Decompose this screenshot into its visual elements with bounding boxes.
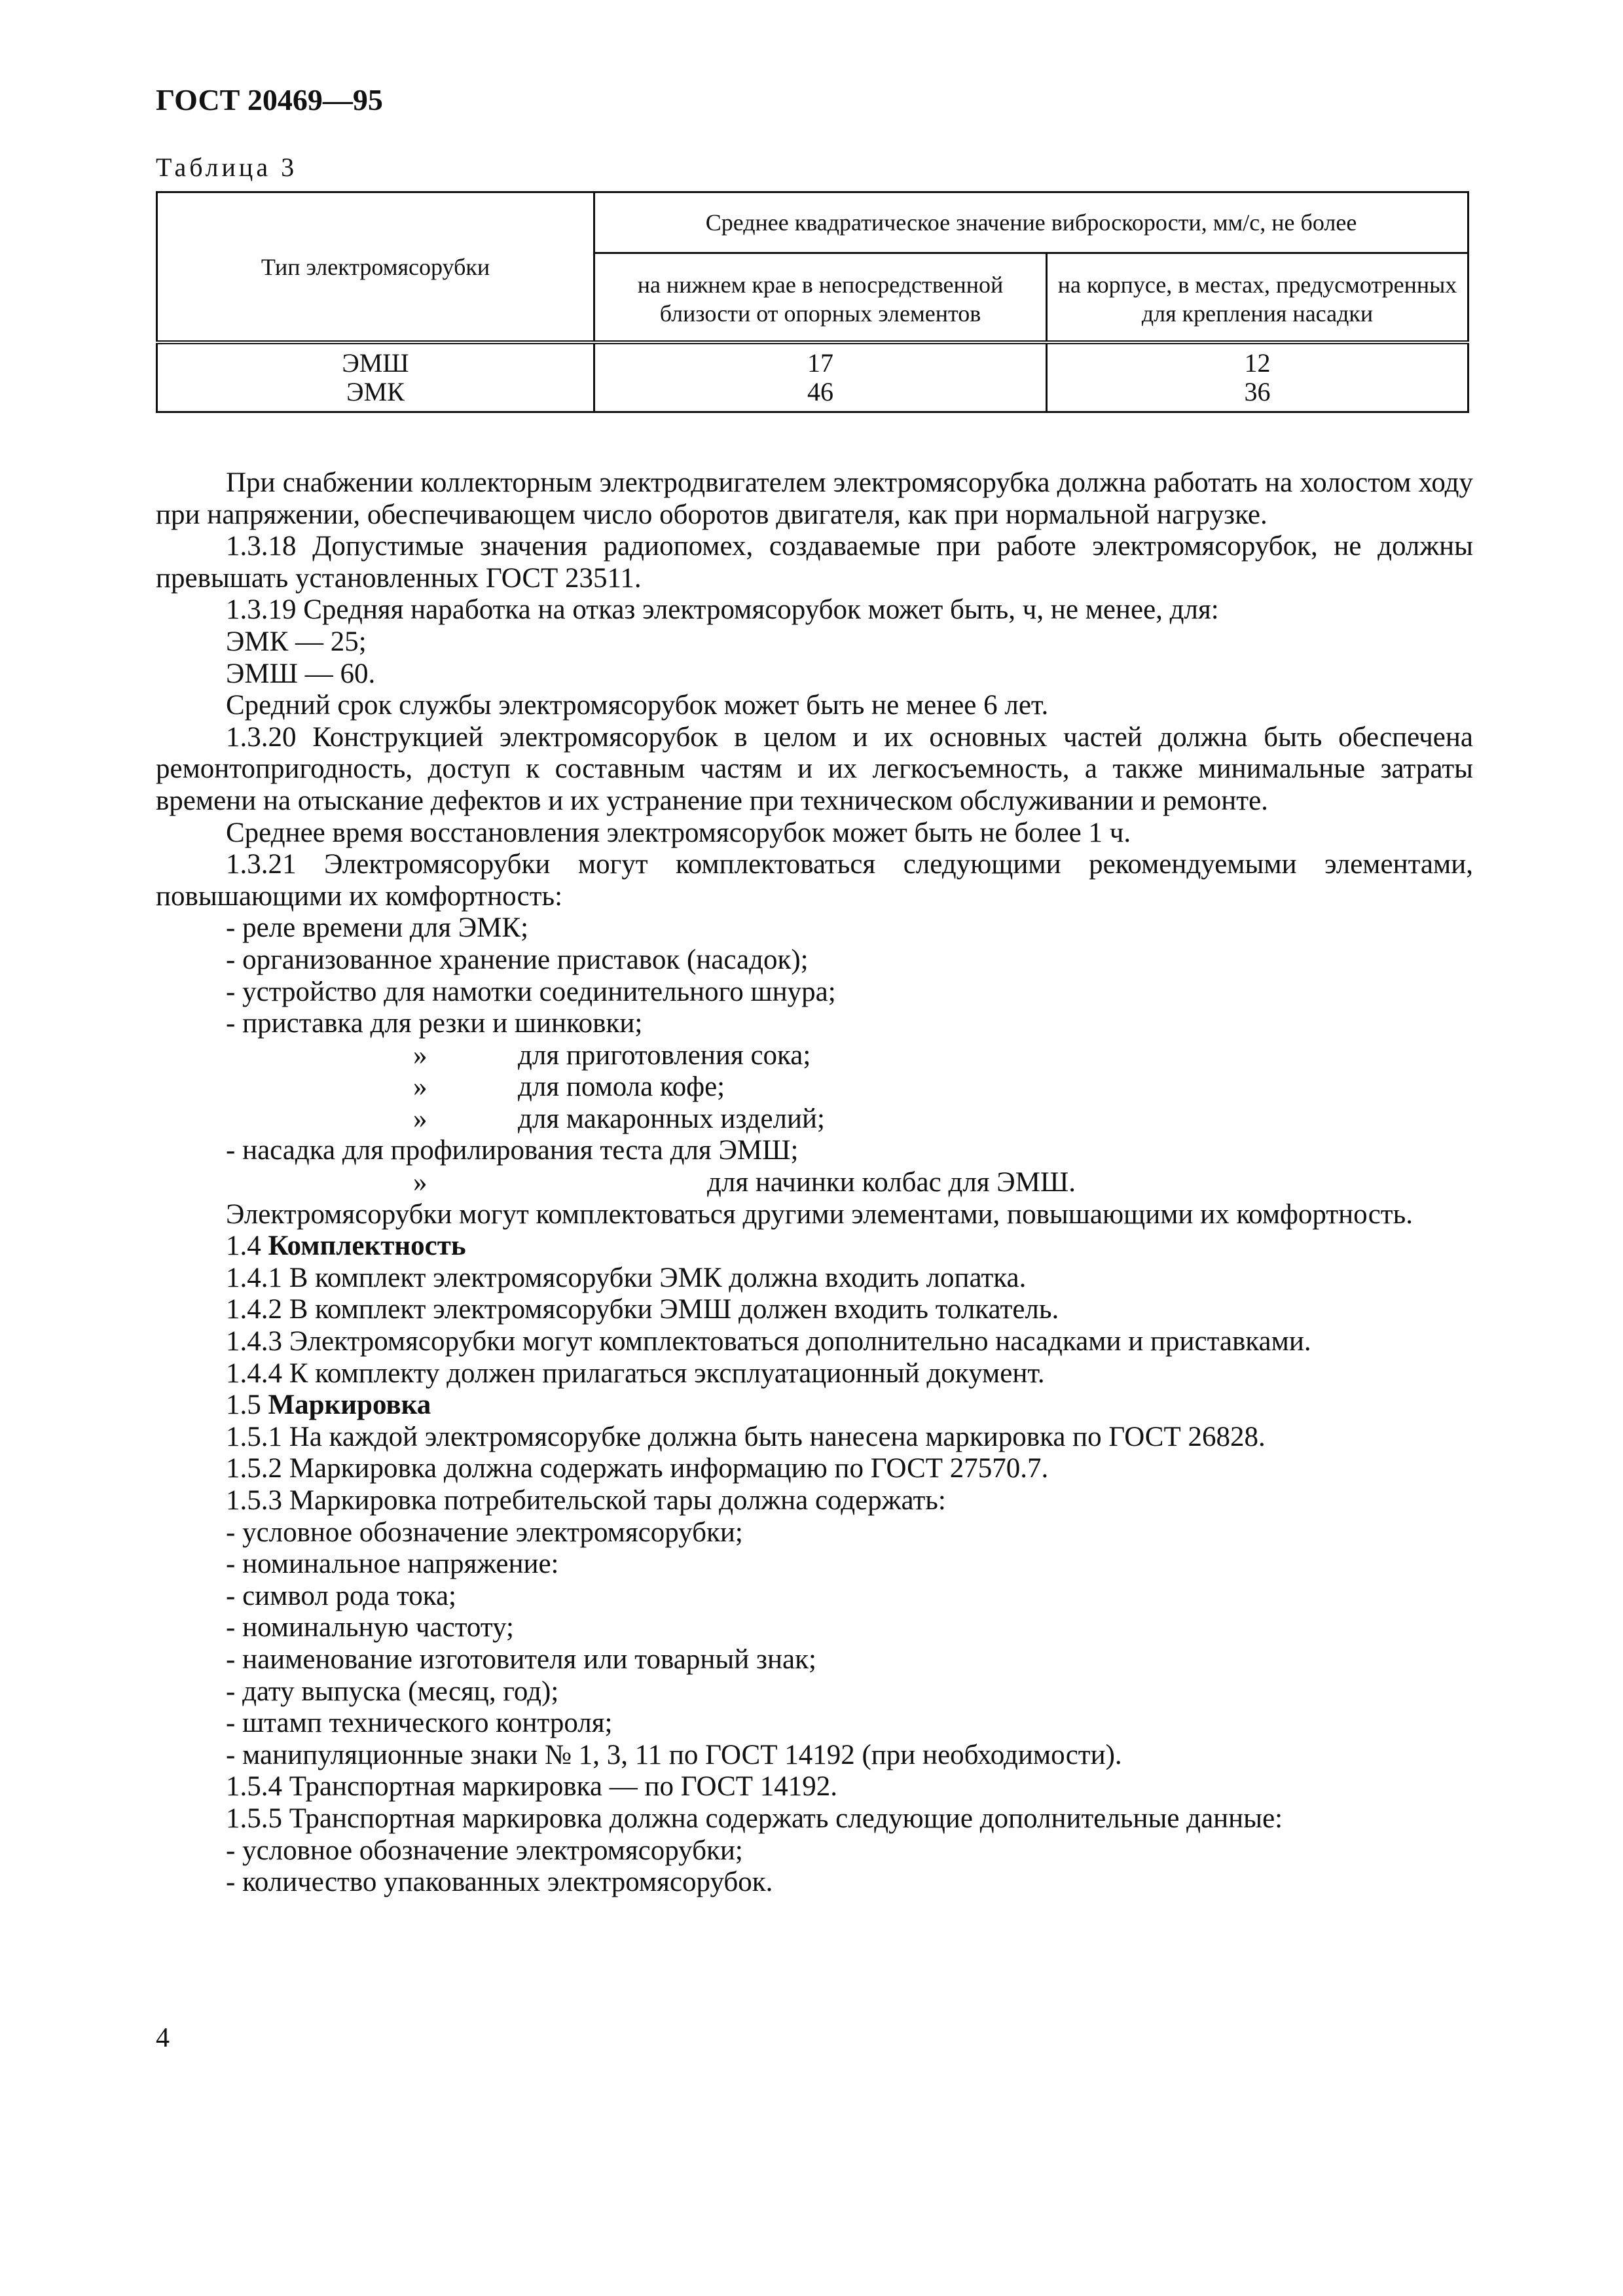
list-item: - штамп технического контроля; (226, 1708, 613, 1739)
sub-header-housing: на корпусе, в местах, предусмотренных для крепления насадки (1047, 253, 1468, 343)
body-text (156, 467, 1473, 1899)
clause-1-3-18: 1.3.18 Допустимые значения радиопомех, создаваемые при работе электромясорубок, не должны превышать установленных ГОСТ 23511. (156, 531, 1473, 594)
clause-1-5-1: 1.5.1 На каждой электромясорубке должна быть нанесена маркировка по ГОСТ 26828. (226, 1421, 1266, 1452)
list-item: - приставка для резки и шинковки; (226, 1008, 643, 1039)
clause-1-5-5: 1.5.5 Транспортная маркировка должна содержать следующие дополнительные данные: (226, 1803, 1283, 1834)
table-cell-types: ЭМШ ЭМК (157, 342, 594, 412)
list-item: - номинальное напряжение: (226, 1549, 559, 1580)
standard-header: ГОСТ 20469—95 (156, 83, 383, 117)
list-item: - реле времени для ЭМК; (226, 912, 529, 944)
service-life: Средний срок службы электромясорубок может быть не менее 6 лет. (226, 690, 1049, 721)
column-group-header: Среднее квадратическое значение виброскорости, мм/с, не более (594, 192, 1468, 253)
table-caption: Таблица 3 (156, 152, 298, 182)
page-number: 4 (156, 2023, 170, 2053)
list-item: - условное обозначение электромясорубки; (226, 1835, 743, 1866)
clause-1-5-3: 1.5.3 Маркировка потребительской тары должна содержать: (226, 1485, 946, 1516)
list-subitem: » для приготовления сока; (413, 1039, 811, 1071)
list-item: - номинальную частоту; (226, 1612, 514, 1643)
clause-1-4-1: 1.4.1 В комплект электромясорубки ЭМК должна входить лопатка. (226, 1262, 1027, 1293)
list-item: - манипуляционные знаки № 1, 3, 11 по ГОСТ 14192 (при необходимости). (226, 1739, 1122, 1770)
table-cell-housing-values: 12 36 (1047, 342, 1468, 412)
section-1-4-heading: 1.4 Комплектность (226, 1230, 466, 1262)
section-1-5-heading: 1.5 Маркировка (226, 1390, 431, 1421)
restore-time: Среднее время восстановления электромясорубок может быть не более 1 ч. (226, 817, 1131, 848)
list-subitem: » для макаронных изделий; (413, 1103, 825, 1134)
clause-1-4-3: 1.4.3 Электромясорубки могут комплектоваться дополнительно насадками и приставками. (226, 1326, 1311, 1357)
list-item: - насадка для профилирования теста для ЭМШ; (226, 1135, 799, 1166)
paragraph: Электромясорубки могут комплектоваться другими элементами, повышающими их комфортность. (226, 1198, 1413, 1230)
list-item: - дату выпуска (месяц, год); (226, 1676, 559, 1707)
clause-1-5-4: 1.5.4 Транспортная маркировка — по ГОСТ 14192. (226, 1771, 838, 1803)
mtbf-emk: ЭМК — 25; (226, 626, 367, 657)
paragraph: При снабжении коллекторным электродвигателем электромясорубка должна работать на холостом ходу при напряжении, обеспечивающем число оборотов двигателя, как при нормальной нагрузке. (156, 467, 1473, 530)
sub-header-bottom-edge: на нижнем крае в непосредственной близости от опорных элементов (594, 253, 1047, 343)
clause-1-4-2: 1.4.2 В комплект электромясорубки ЭМШ должен входить толкатель. (226, 1294, 1059, 1325)
clause-1-4-4: 1.4.4 К комплекту должен прилагаться эксплуатационный документ. (226, 1357, 1045, 1389)
mtbf-emsh: ЭМШ — 60. (226, 658, 376, 689)
column-header-type: Тип электромясорубки (157, 192, 594, 343)
list-item: - символ рода тока; (226, 1580, 456, 1611)
list-item: - устройство для намотки соединительного шнура; (226, 976, 836, 1007)
list-item: - организованное хранение приставок (насадок); (226, 944, 809, 975)
clause-1-5-2: 1.5.2 Маркировка должна содержать информацию по ГОСТ 27570.7. (226, 1453, 1049, 1484)
list-item: - количество упакованных электромясорубок. (226, 1867, 773, 1898)
list-subitem: » для помола кофе; (413, 1071, 725, 1103)
clause-1-3-20: 1.3.20 Конструкцией электромясорубок в целом и их основных частей должна быть обеспечена ремонтопригодность, доступ к составным частям и их легкосъемность, а также минимальные затраты времени на отыскание дефектов и их устранение при техническом обслуживании и ремонте. (156, 721, 1473, 816)
list-item: - условное обозначение электромясорубки; (226, 1516, 743, 1548)
table-cell-bottom-edge-values: 17 46 (594, 342, 1047, 412)
vibration-table (156, 191, 1469, 413)
clause-1-3-21: 1.3.21 Электромясорубки могут комплектоваться следующими рекомендуемыми элементами, повышающими их комфортность: (156, 849, 1473, 912)
list-item: - наименование изготовителя или товарный знак; (226, 1643, 816, 1675)
clause-1-3-19: 1.3.19 Средняя наработка на отказ электромясорубок может быть, ч, не менее, для: (226, 594, 1219, 626)
list-subitem: » для начинки колбас для ЭМШ. (413, 1167, 1076, 1198)
